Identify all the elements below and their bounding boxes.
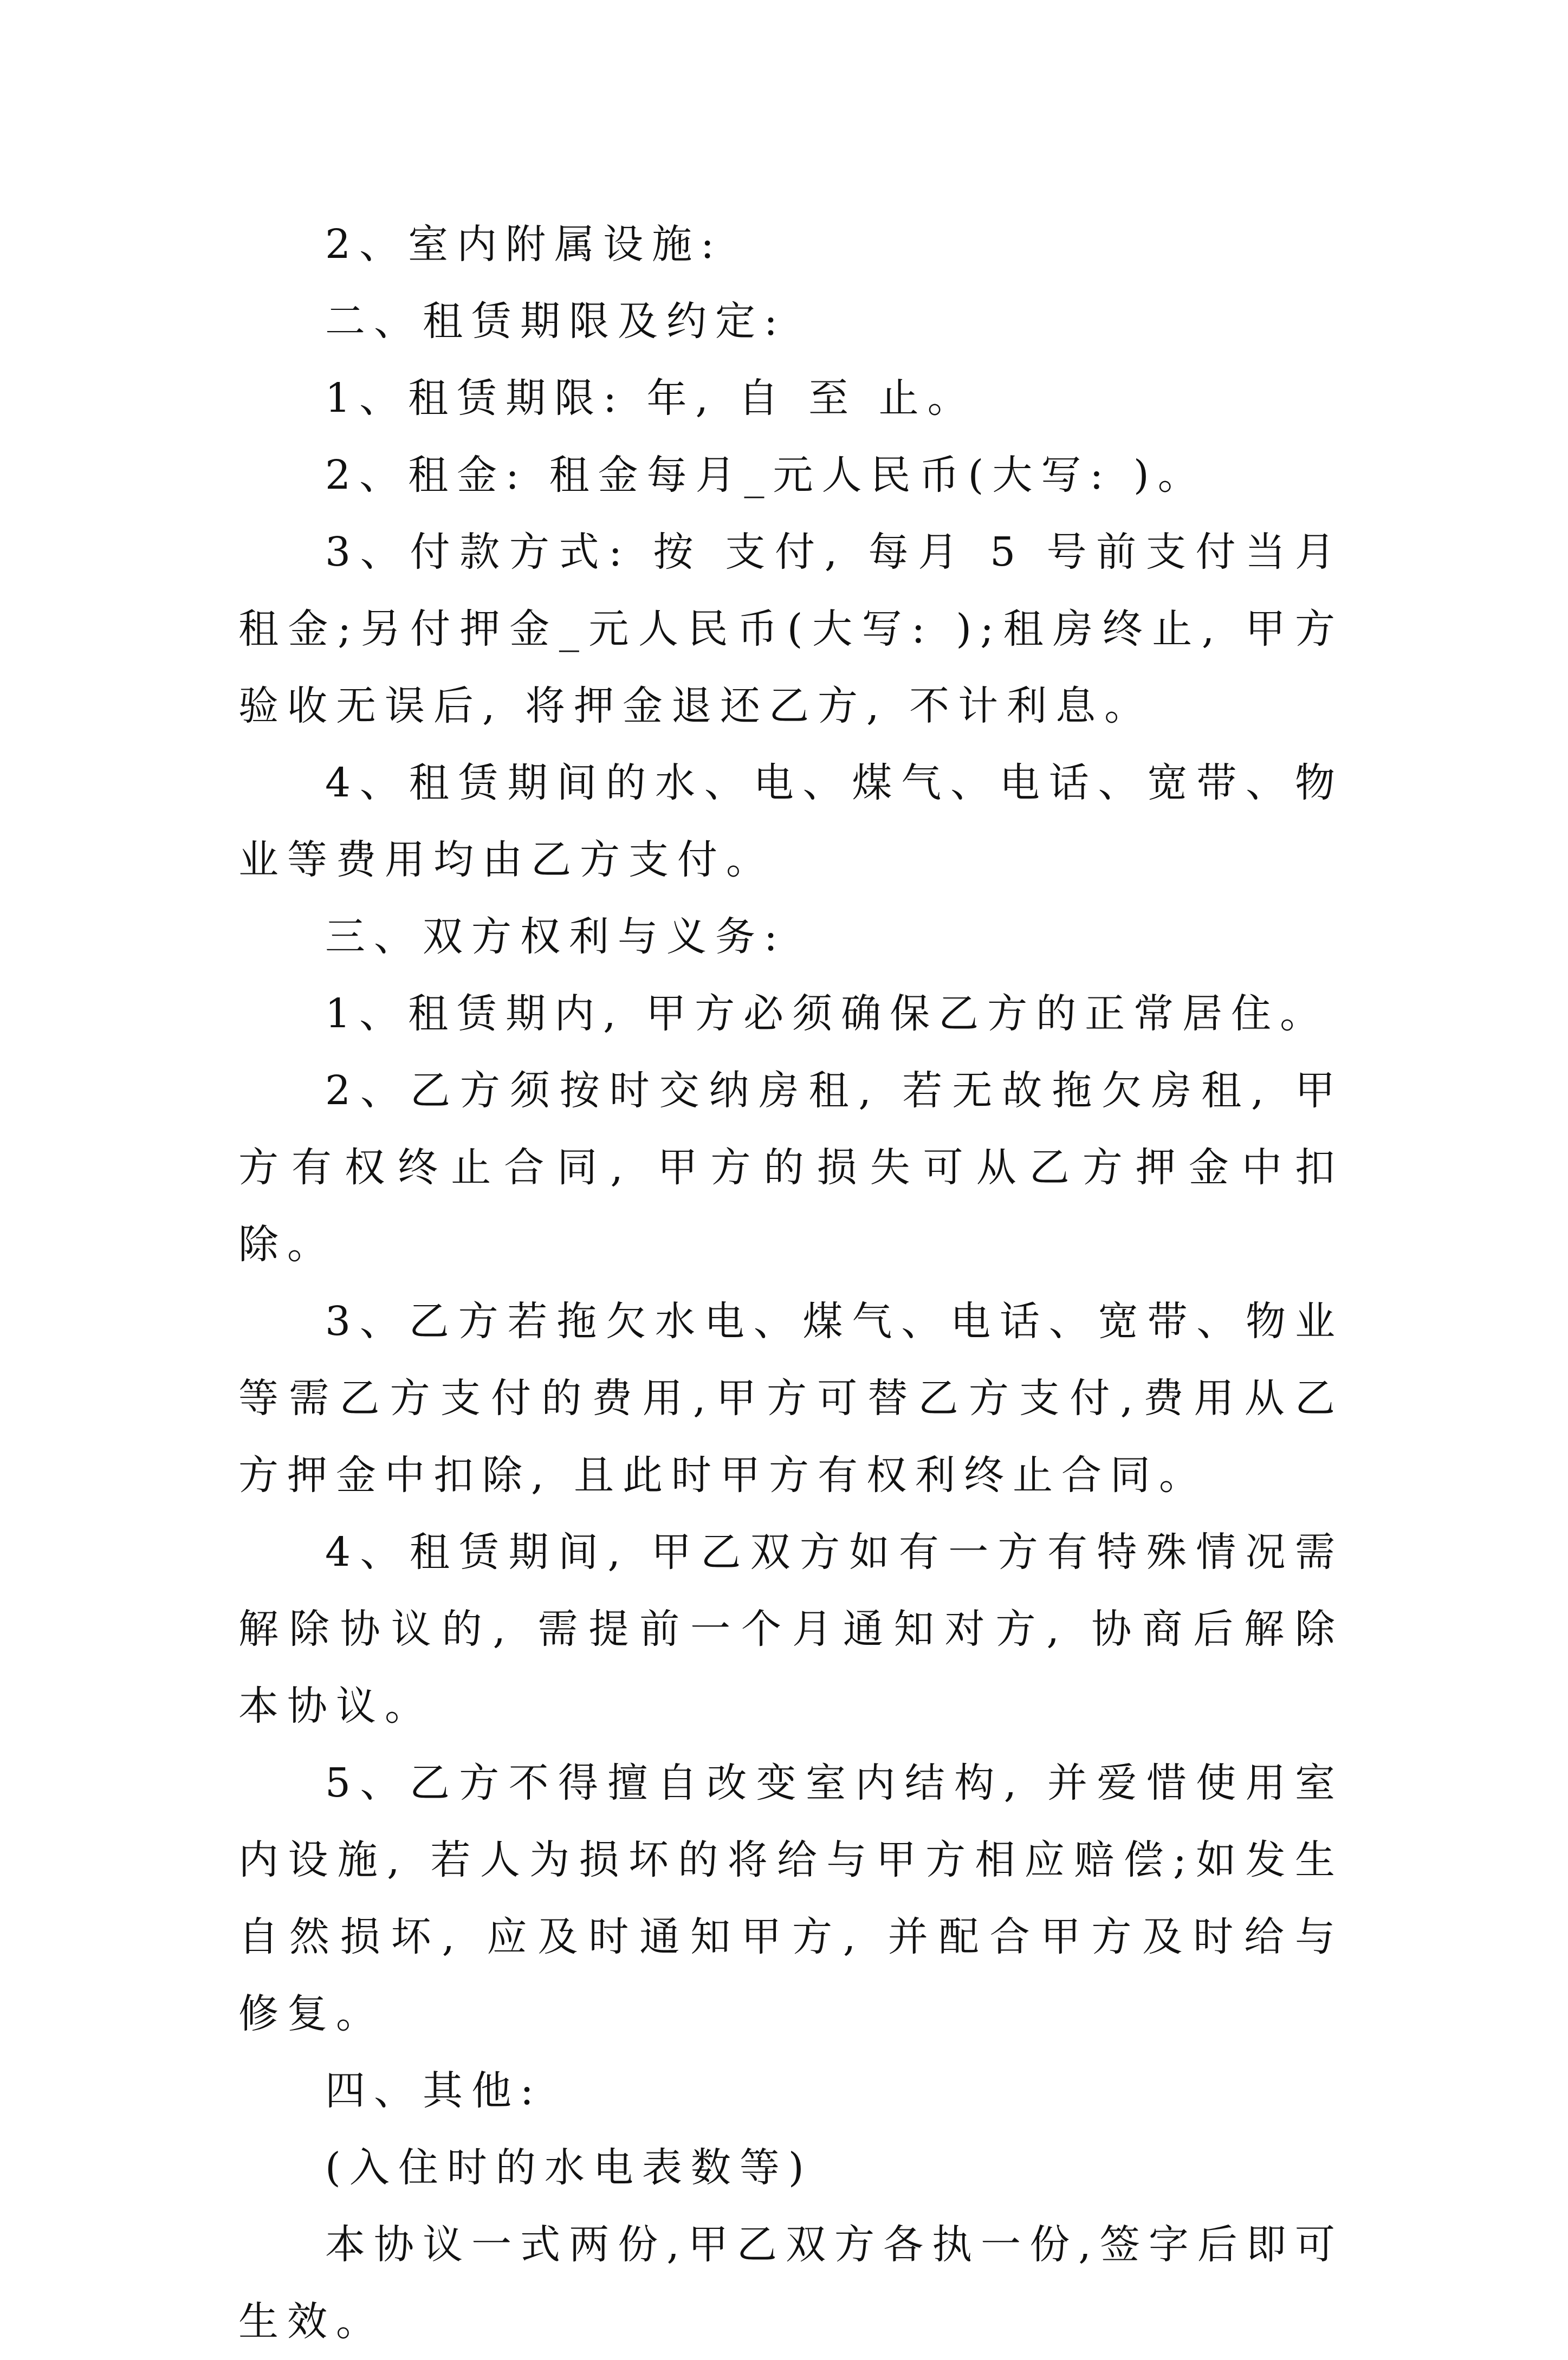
paragraph-utility-fees: 4、租赁期间的水、电、煤气、电话、宽带、物业等费用均由乙方支付。 (238, 760, 1344, 883)
paragraph-meter-readings: (入住时的水电表数等) (325, 2144, 813, 2191)
paragraph-payment-method: 3、付款方式: 按 支付, 每月 5 号前支付当月租金;另付押金_元人民币(大写: );租房终止, 甲方验收无误后, 将押金退还乙方, 不计利息。 (238, 529, 1344, 729)
paragraph-copies-effective: 本协议一式两份,甲乙双方各执一份,签字后即可生效。 (238, 2221, 1344, 2345)
paragraph-unpaid-fees: 3、乙方若拖欠水电、煤气、电话、宽带、物业等需乙方支付的费用,甲方可替乙方支付,费用从乙方押金中扣除, 且此时甲方有权利终止合同。 (238, 1298, 1344, 1499)
paragraph-lease-period: 1、租赁期限: 年, 自 至 止。 (325, 375, 976, 422)
paragraph-termination-notice: 4、租赁期间, 甲乙双方如有一方有特殊情况需解除协议的, 需提前一个月通知对方, 协商后解除本协议。 (238, 1529, 1344, 1729)
heading-lease-term: 二、租赁期限及约定: (325, 298, 786, 345)
paragraph-structure-damage: 5、乙方不得擅自改变室内结构, 并爱惜使用室内设施, 若人为损坏的将给与甲方相应赔偿;如发生自然损坏, 应及时通知甲方, 并配合甲方及时给与修复。 (238, 1760, 1344, 2037)
heading-rights-obligations: 三、双方权利与义务: (325, 913, 786, 960)
heading-other: 四、其他: (325, 2067, 542, 2114)
paragraph-normal-residence: 1、租赁期内, 甲方必须确保乙方的正常居住。 (325, 990, 1329, 1037)
paragraph-rent: 2、租金: 租金每月_元人民币(大写: )。 (325, 452, 1207, 498)
document-body (238, 206, 1344, 2360)
paragraph-rent-arrears: 2、乙方须按时交纳房租, 若无故拖欠房租, 甲方有权终止合同, 甲方的损失可从乙方押金中扣除。 (238, 1067, 1344, 1268)
paragraph-facilities: 2、室内附属设施: (325, 221, 723, 268)
